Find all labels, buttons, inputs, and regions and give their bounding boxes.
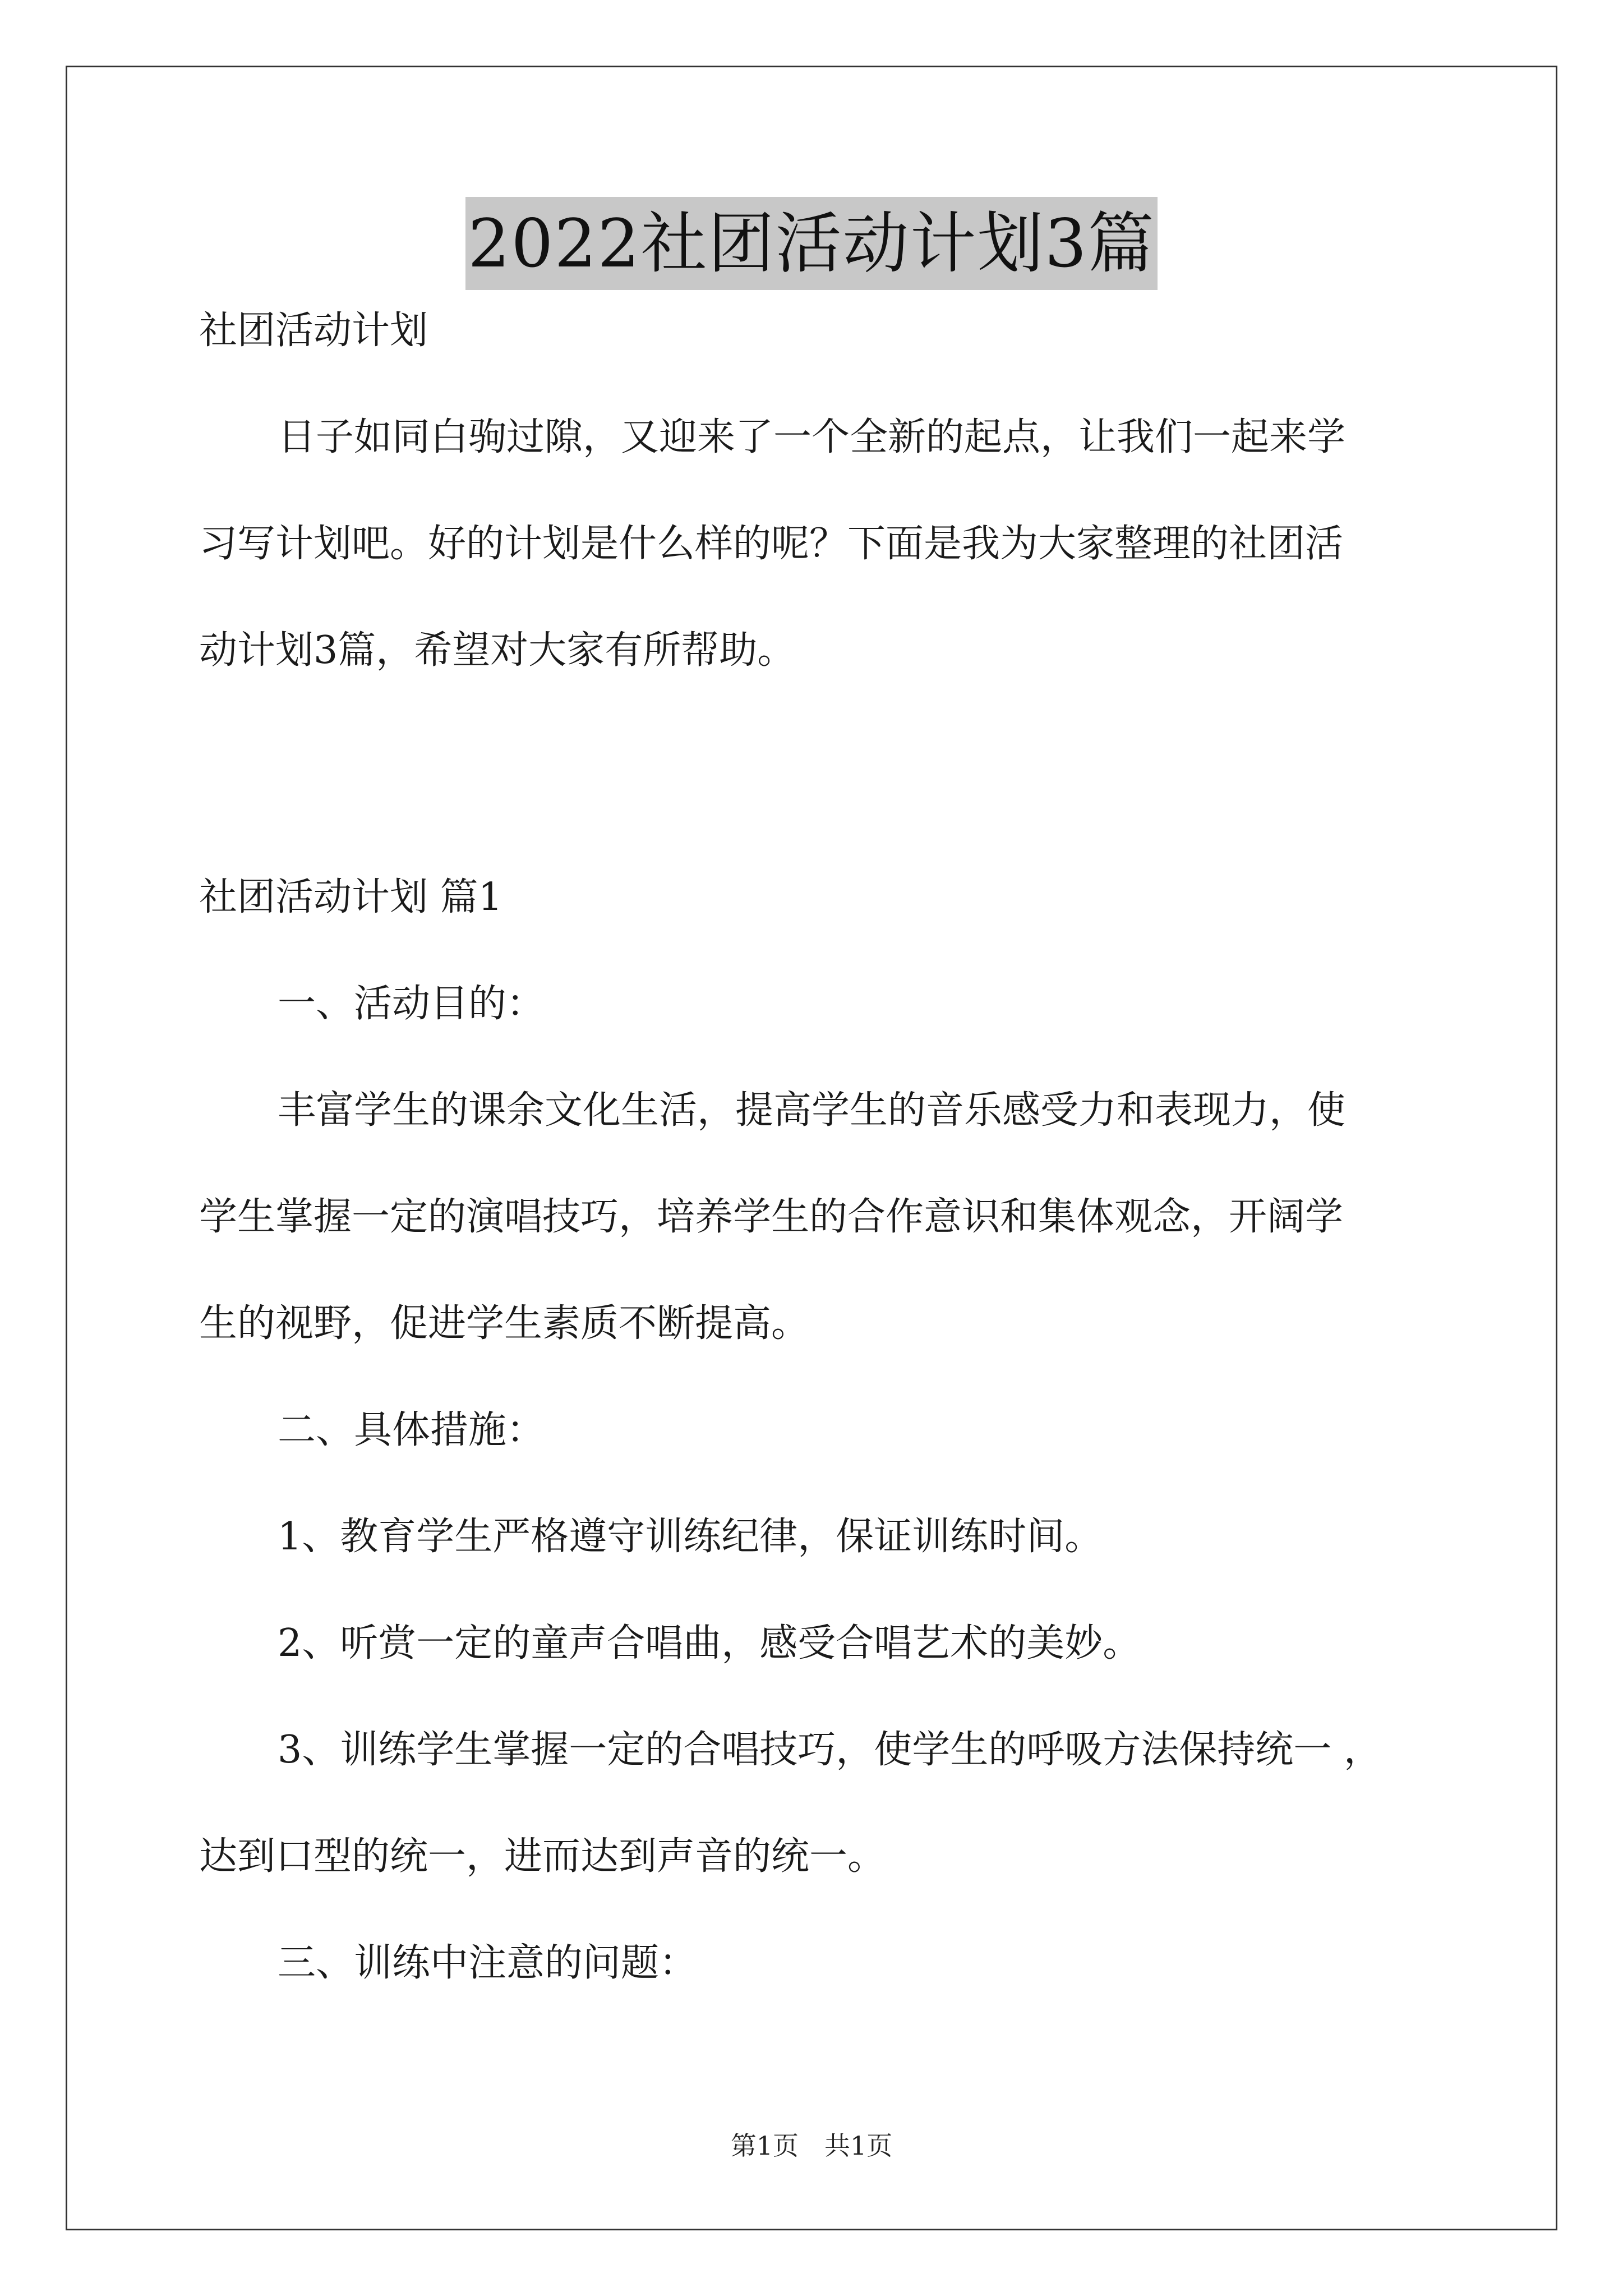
title-container — [0, 197, 1623, 290]
subsection-heading: 二、具体措施： — [278, 1408, 545, 1452]
list-item: 2、听赏一定的童声合唱曲，感受合唱艺术的美妙。 — [278, 1621, 1141, 1665]
paragraph-line: 动计划3篇，希望对大家有所帮助。 — [199, 628, 796, 673]
list-item: 3、训练学生掌握一定的合唱技巧，使学生的呼吸方法保持统一 ， — [278, 1728, 1382, 1772]
page-footer: 第1页 共1页 — [730, 2131, 893, 2161]
paragraph-line: 学生掌握一定的演唱技巧，培养学生的合作意识和集体观念，开阔学 — [199, 1195, 1344, 1239]
list-item-continuation: 达到口型的统一，进而达到声音的统一。 — [199, 1834, 886, 1879]
paragraph-line: 习写计划吧。好的计划是什么样的呢？下面是我为大家整理的社团活 — [199, 522, 1344, 566]
paragraph-line: 生的视野，促进学生素质不断提高。 — [199, 1301, 810, 1346]
paragraph-line: 日子如同白驹过隙，又迎来了一个全新的起点，让我们一起来学 — [278, 415, 1346, 459]
subsection-heading: 三、训练中注意的问题： — [278, 1941, 698, 1985]
list-item: 1、教育学生严格遵守训练纪律，保证训练时间。 — [278, 1515, 1103, 1559]
subsection-heading: 一、活动目的： — [278, 982, 545, 1026]
section-heading: 社团活动计划 篇1 — [199, 875, 502, 919]
page-border — [66, 66, 1557, 2230]
paragraph-line: 丰富学生的课余文化生活，提高学生的音乐感受力和表现力，使 — [278, 1088, 1346, 1133]
section-heading: 社团活动计划 — [199, 309, 428, 353]
document-title: 2022社团活动计划3篇 — [465, 197, 1157, 290]
